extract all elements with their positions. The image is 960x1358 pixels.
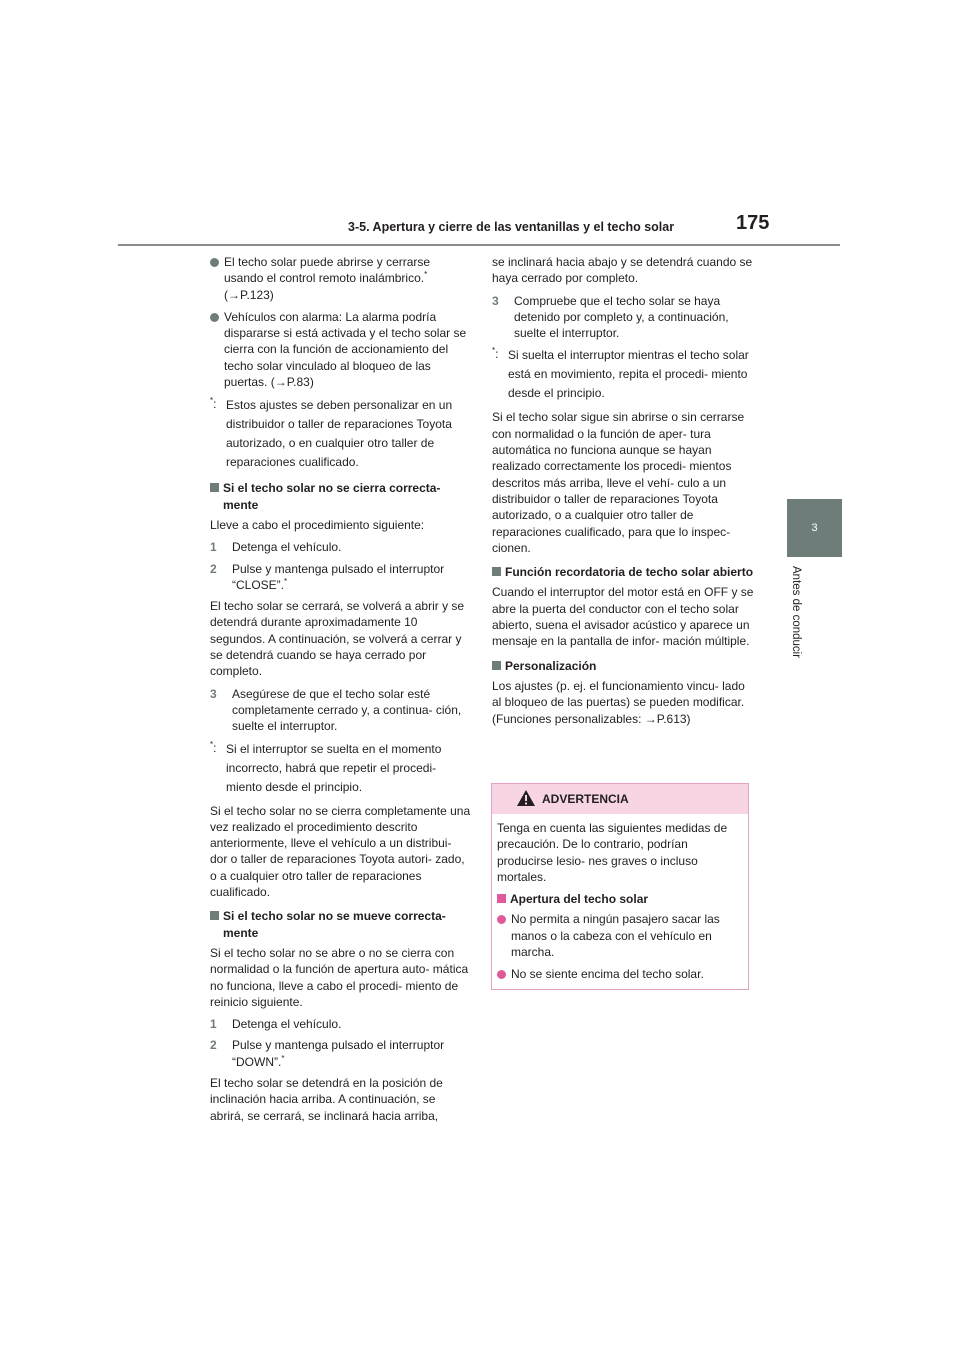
warning-triangle-icon: [516, 789, 536, 807]
step-1: [210, 1016, 472, 1032]
bullet-alarm: [210, 309, 472, 390]
footnote-mark: *: [284, 576, 288, 586]
section-heading-customization: Personalización: [492, 658, 754, 674]
warning-section-heading: Apertura del techo solar: [497, 891, 743, 907]
chapter-tab: [787, 499, 842, 557]
paragraph: Cuando el interruptor del motor está en OFF y se abre la puerta del conductor con el techo solar abierto, suena el avisador acústico y aparece un mensaje en la pantalla de infor- mación múltiple.: [492, 585, 754, 649]
step-2: [210, 561, 472, 594]
footnote-mark: *: [424, 270, 428, 280]
step-text: Compruebe que el techo solar se haya detenido por completo y, a continuación, suelte el interruptor.: [514, 293, 729, 341]
bullet-dot-icon: [210, 313, 219, 322]
step-number: 1: [210, 1017, 217, 1032]
warning-intro: Tenga en cuenta las siguientes medidas de precaución. De lo contrario, podrían producirse lesio- nes graves o incluso mortales.: [497, 821, 728, 884]
paragraph: Los ajustes (p. ej. el funcionamiento vincu- lado al bloqueo de las puertas) se pueden modificar. (Funciones personalizables: →P.613): [492, 678, 745, 726]
footnote-marker: *:: [492, 346, 499, 362]
warning-box: [491, 783, 749, 990]
warning-header: [492, 784, 748, 814]
step-number: 3: [210, 686, 217, 701]
section-square-icon: [492, 567, 501, 576]
footnote-release: [492, 346, 754, 403]
step-2: [210, 1037, 472, 1070]
paragraph: Si el techo solar no se cierra completamente una vez realizado el procedimiento descrito anteriormente, lleve el vehículo a un distribui- dor o taller de reparaciones Toyota autori- zado, o a cualquier otro taller de reparaciones cualificado.: [210, 803, 471, 900]
footnote-text: Si el interruptor se suelta en el momento incorrecto, habrá que repetir el procedi- miento desde el principio.: [226, 741, 442, 794]
step-text: Pulse y mantenga pulsado el interruptor “CLOSE”.: [232, 561, 445, 592]
section-square-icon: [492, 661, 501, 670]
step-3: [492, 293, 754, 342]
right-column: [492, 254, 754, 733]
step-number: 2: [210, 1038, 217, 1053]
chapter-number: 3: [811, 522, 818, 534]
warning-body: [492, 814, 748, 983]
header-rule: [118, 244, 840, 246]
page-reference[interactable]: (→P.123): [224, 287, 274, 302]
bullet-remote-control: [210, 254, 472, 303]
step-text: Detenga el vehículo.: [232, 540, 342, 555]
warning-title: ADVERTENCIA: [542, 792, 629, 806]
step-text: Detenga el vehículo.: [232, 1017, 342, 1032]
paragraph: El techo solar se cerrará, se volverá a abrir y se detendrá durante aproximadamente 10 segundos. A continuación, se volverá a cerrar y se detendrá cuando se haya cerrado por completo.: [210, 599, 465, 679]
footnote-mark: *: [281, 1053, 285, 1063]
chapter-label: Antes de conducir: [790, 566, 802, 659]
warning-bullet: No permita a ningún pasajero sacar las manos o la cabeza con el vehículo en marcha.: [497, 911, 743, 960]
bullet-dot-icon: [210, 258, 219, 267]
step-text: Pulse y mantenga pulsado el interruptor “DOWN”.: [232, 1038, 445, 1069]
page-number: 175: [736, 212, 770, 234]
running-header: 3-5. Apertura y cierre de las ventanillas y el techo solar: [348, 220, 675, 234]
bullet-text: El techo solar puede abrirse y cerrarse usando el control remoto inalámbrico.: [224, 255, 431, 286]
footnote-text: Estos ajustes se deben personalizar en un distribuidor o taller de reparaciones Toyota autorizado, o en cualquier otro taller de reparaciones cualificado.: [226, 398, 453, 470]
step-text: Asegúrese de que el techo solar esté completamente cerrado y, a continua- ción, suelte el interruptor.: [232, 686, 462, 734]
step-3: [210, 686, 472, 735]
warning-bullet: No se siente encima del techo solar.: [497, 966, 743, 982]
paragraph-continued: se inclinará hacia abajo y se detendrá cuando se haya cerrado por completo.: [492, 255, 753, 286]
section-square-icon: [210, 483, 219, 492]
paragraph: El techo solar se detendrá en la posición de inclinación hacia arriba. A continuación, se abrirá, se cerrará, se inclinará hacia arriba,: [210, 1075, 443, 1123]
section-intro: Lleve a cabo el procedimiento siguiente:: [210, 517, 425, 532]
section-heading-not-closing: Si el techo solar no se cierra correcta- mente: [210, 480, 472, 513]
footnote-settings: [210, 396, 472, 472]
section-intro: Si el techo solar no se abre o no se cierra con normalidad o la función de apertura auto- mática no funciona, lleve a cabo el procedi- miento de reinicio siguiente.: [210, 945, 469, 1009]
footnote-marker: *:: [210, 739, 217, 755]
paragraph: Si el techo solar sigue sin abrirse o sin cerrarse con normalidad o la función de aper- tura automática no funciona aunque se hayan realizado correctamente los procedi- mientos descritos más arriba, lleve el vehí- culo a un distribuidor o taller de reparaciones Toyota autorizado, o a cualquier otro taller de reparaciones cualificado, para que lo inspec- cionen.: [492, 410, 745, 555]
section-heading-not-moving: Si el techo solar no se mueve correcta- mente: [210, 908, 472, 941]
bullet-text: Vehículos con alarma: La alarma podría dispararse si está activada y el techo solar se cierra con la función de accionamiento del techo solar vinculado al bloqueo de las puertas. (→P.83): [224, 309, 467, 390]
footnote-timing: [210, 740, 472, 797]
footnote-text: Si suelta el interruptor mientras el techo solar está en movimiento, repita el procedi- miento desde el principio.: [508, 348, 749, 401]
section-heading-reminder: Función recordatoria de techo solar abierto: [492, 564, 754, 580]
step-number: 3: [492, 293, 499, 308]
step-number: 1: [210, 540, 217, 555]
left-column: [210, 254, 472, 1130]
bullet-dot-icon: [497, 970, 506, 979]
section-square-icon: [497, 894, 506, 903]
bullet-dot-icon: [497, 915, 506, 924]
section-square-icon: [210, 911, 219, 920]
step-number: 2: [210, 561, 217, 576]
step-1: [210, 539, 472, 555]
footnote-marker: *:: [210, 396, 217, 412]
